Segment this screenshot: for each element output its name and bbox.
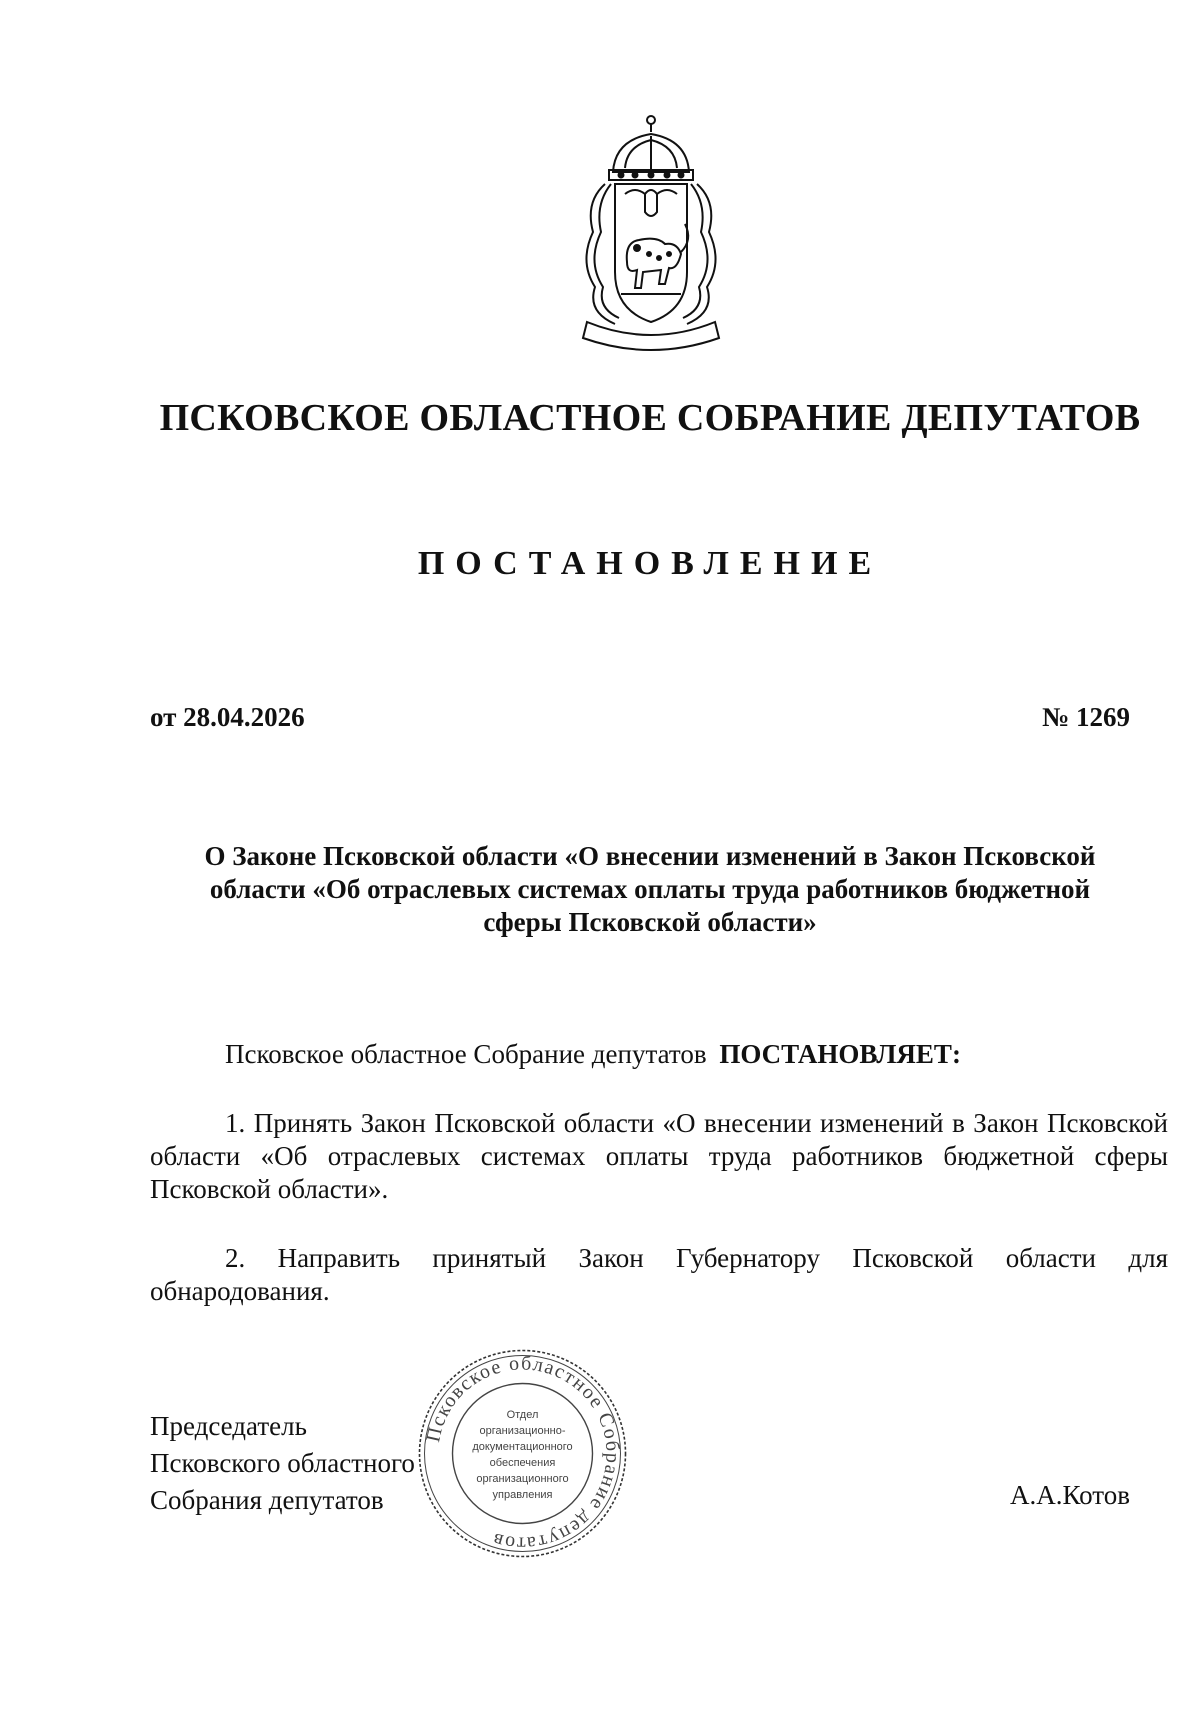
- stamp-outer-text: Псковское областное Собрание депутатов: [422, 1352, 624, 1555]
- resolution-item-1: 1. Принять Закон Псковской области «О внесении изменений в Закон Псковской области «Об отраслевых системах оплаты труда работников бюджетной сферы Псковской области».: [150, 1108, 1168, 1204]
- decree-keyword: ПОСТАНОВЛЯЕТ:: [719, 1039, 961, 1069]
- subject-line: О Законе Псковской области «О внесении изменений в Закон Псковской: [204, 841, 1096, 871]
- signatory-title-line: Председатель: [150, 1411, 307, 1441]
- document-number: № 1269: [1042, 702, 1130, 732]
- stamp-inner-line: организационного: [476, 1473, 569, 1485]
- subject-line: сферы Псковской области»: [483, 907, 817, 937]
- signatory-title: [150, 1408, 415, 1519]
- coat-of-arms-icon: [565, 112, 737, 362]
- subject-line: области «Об отраслевых системах оплаты труда работников бюджетной: [209, 874, 1091, 904]
- decree-lead: Псковское областное Собрание депутатов: [225, 1039, 707, 1069]
- stamp-inner-line: документационного: [472, 1441, 573, 1453]
- official-stamp: [415, 1346, 630, 1561]
- resolution-item-2: 2. Направить принятый Закон Губернатору Псковской области для обнародования.: [150, 1243, 1168, 1306]
- stamp-inner-line: организационно-: [479, 1425, 566, 1437]
- signatory-name: А.А.Котов: [1010, 1480, 1130, 1510]
- signatory-title-line: Собрания депутатов: [150, 1485, 384, 1515]
- organization-title: ПСКОВСКОЕ ОБЛАСТНОЕ СОБРАНИЕ ДЕПУТАТОВ: [159, 397, 1141, 439]
- stamp-inner-line: управления: [492, 1489, 553, 1501]
- stamp-inner-line: обеспечения: [489, 1457, 556, 1469]
- document-date: от 28.04.2026: [150, 702, 305, 732]
- document-subject: [150, 840, 1150, 939]
- signatory-title-line: Псковского областного: [150, 1448, 415, 1478]
- decree-clause: [150, 1038, 1168, 1071]
- document-type: ПОСТАНОВЛЕНИЕ: [417, 545, 883, 582]
- stamp-inner-line: Отдел: [506, 1409, 539, 1421]
